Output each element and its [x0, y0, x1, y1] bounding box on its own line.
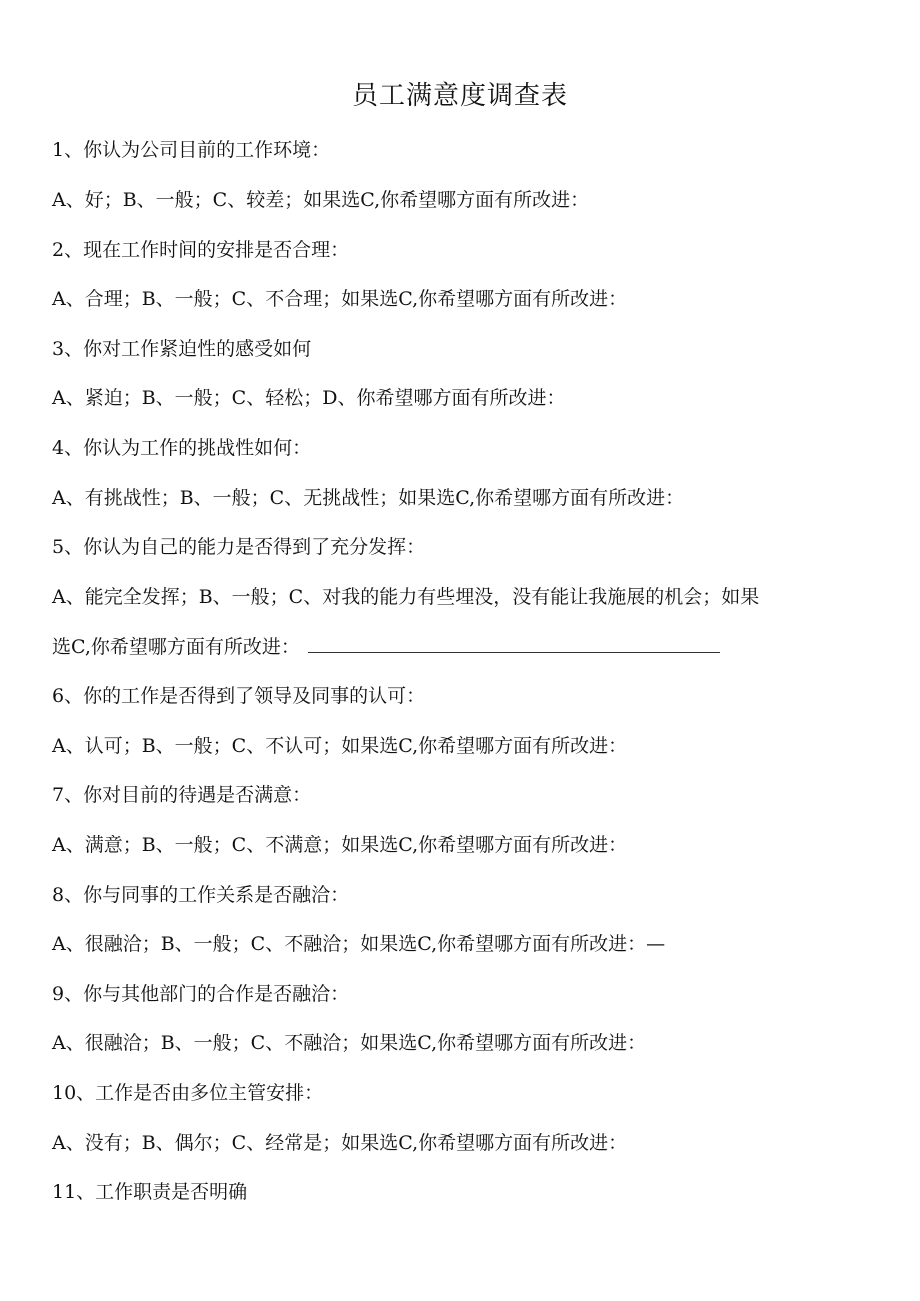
options-9: A、很融洽；B、一般；C、不融洽；如果选C,你希望哪方面有所改进： [52, 1032, 647, 1054]
question-8: 8、你与同事的工作关系是否融洽： [52, 884, 350, 906]
options-6: A、认可；B、一般；C、不认可；如果选C,你希望哪方面有所改进： [52, 735, 628, 757]
question-9: 9、你与其他部门的合作是否融洽： [52, 983, 350, 1005]
answer-blank-line[interactable] [308, 634, 720, 653]
question-10: 10、工作是否由多位主管安排： [52, 1082, 324, 1104]
options-4: A、有挑战性；B、一般；C、无挑战性；如果选C,你希望哪方面有所改进： [52, 487, 685, 509]
options-8: A、很融洽；B、一般；C、不融洽；如果选C,你希望哪方面有所改进：— [52, 933, 666, 955]
options-2: A、合理；B、一般；C、不合理；如果选C,你希望哪方面有所改进： [52, 288, 628, 310]
options-3: A、紧迫；B、一般；C、轻松；D、你希望哪方面有所改进： [52, 387, 566, 409]
options-7: A、满意；B、一般；C、不满意；如果选C,你希望哪方面有所改进： [52, 834, 628, 856]
options-5-improvement-prompt: 选C,你希望哪方面有所改进： [52, 636, 300, 658]
page-title: 员工满意度调查表 [351, 81, 568, 111]
question-4: 4、你认为工作的挑战性如何： [52, 437, 312, 459]
options-10: A、没有；B、偶尔；C、经常是；如果选C,你希望哪方面有所改进： [52, 1132, 628, 1154]
question-6: 6、你的工作是否得到了领导及同事的认可： [52, 685, 426, 707]
question-2: 2、现在工作时间的安排是否合理： [52, 239, 350, 261]
question-7: 7、你对目前的待遇是否满意： [52, 784, 312, 806]
question-3: 3、你对工作紧迫性的感受如何 [52, 338, 312, 360]
options-1: A、好；B、一般；C、较差；如果选C,你希望哪方面有所改进： [52, 189, 590, 211]
options-5: A、能完全发挥；B、一般；C、对我的能力有些埋没，没有能让我施展的机会；如果 [52, 586, 760, 608]
question-11: 11、工作职责是否明确 [52, 1181, 248, 1203]
options-5-continued [52, 633, 872, 661]
question-1: 1、你认为公司目前的工作环境： [52, 139, 331, 161]
question-5: 5、你认为自己的能力是否得到了充分发挥： [52, 536, 426, 558]
